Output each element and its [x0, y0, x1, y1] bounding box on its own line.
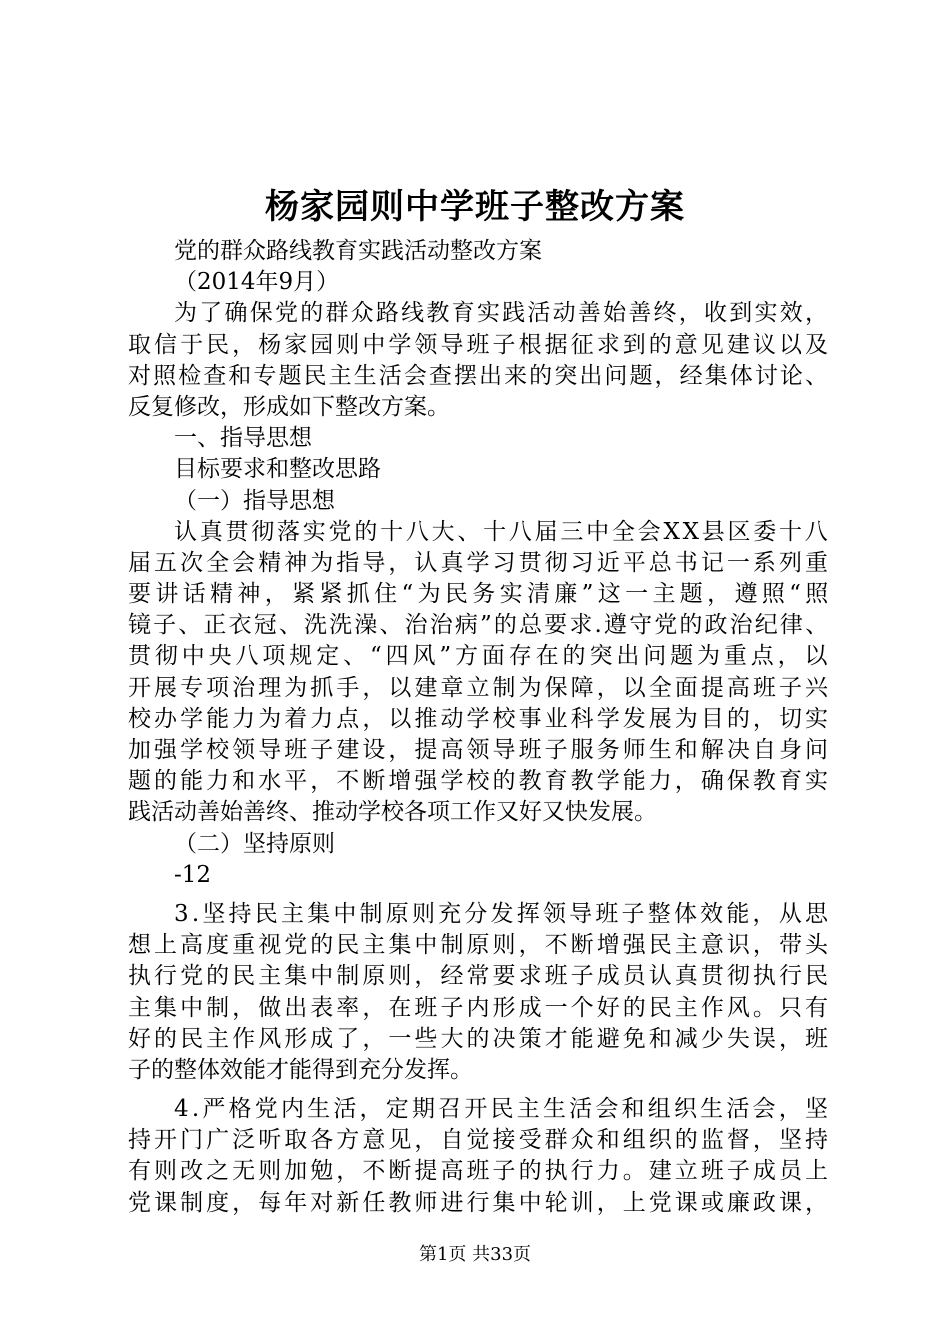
- subtitle-line: 党的群众路线教育实践活动整改方案: [174, 238, 542, 264]
- text-line: 主集中制，做出表率，在班子内形成一个好的民主作风。只有: [128, 994, 832, 1021]
- text-line: 取信于民，杨家园则中学领导班子根据征求到的意见建议以及: [128, 331, 832, 358]
- text-line: 对照检查和专题民主生活会查摆出来的突出问题，经集体讨论、: [128, 362, 831, 389]
- text-line: 有则改之无则加勉，不断提高班子的执行力。建立班子成员上: [128, 1158, 832, 1185]
- text-line: 践活动善始善终、推动学校各项工作又好又快发展。: [128, 799, 657, 826]
- document-title: 杨家园则中学班子整改方案: [265, 187, 685, 227]
- text-line: 届五次全会精神为指导，认真学习贯彻习近平总书记一系列重: [128, 549, 832, 576]
- text-line: 贯彻中央八项规定、“四风”方面存在的突出问题为重点，以: [128, 643, 832, 670]
- subsection-heading: （一）指导思想: [174, 487, 335, 514]
- text-line: 要讲话精神，紧紧抓住“为民务实清廉”这一主题，遵照“照: [128, 581, 833, 608]
- page-footer: 第1页 共33页: [418, 1244, 532, 1265]
- section-heading: 一、指导思想: [174, 425, 312, 452]
- text-line: 加强学校领导班子建设，提高领导班子服务师生和解决自身问: [128, 737, 832, 763]
- text-line: 执行党的民主集中制原则，经常要求班子成员认真贯彻执行民: [128, 963, 832, 990]
- text-line: 3.坚持民主集中制原则充分发挥领导班子整体效能，从思: [174, 900, 832, 927]
- text-line: 党课制度，每年对新任教师进行集中轮训，上党课或廉政课，: [128, 1189, 832, 1216]
- text-line: -12: [174, 861, 212, 888]
- date-line: （2014年9月）: [174, 269, 340, 296]
- text-line: 认真贯彻落实党的十八大、十八届三中全会XX县区委十八: [174, 518, 831, 545]
- text-line: 想上高度重视党的民主集中制原则，不断增强民主意识，带头: [128, 932, 832, 959]
- text-line: 题的能力和水平，不断增强学校的教育教学能力，确保教育实: [128, 768, 832, 795]
- text-line: 开展专项治理为抓手，以建章立制为保障，以全面提高班子兴: [128, 674, 832, 701]
- text-line: 反复修改，形成如下整改方案。: [128, 393, 450, 420]
- text-line: 校办学能力为着力点，以推动学校事业科学发展为目的，切实: [128, 705, 832, 732]
- text-line: 4.严格党内生活，定期召开民主生活会和组织生活会，坚: [174, 1096, 832, 1123]
- text-line: 镜子、正衣冠、洗洗澡、治治病”的总要求.遵守党的政治纪律、: [128, 612, 831, 639]
- text-line: 持开门广泛听取各方意见，自觉接受群众和组织的监督，坚持: [128, 1127, 832, 1154]
- text-line: 好的民主作风形成了，一些大的决策才能避免和减少失误，班: [128, 1025, 832, 1052]
- text-line: 子的整体效能才能得到充分发挥。: [128, 1056, 473, 1083]
- text-line: 为了确保党的群众路线教育实践活动善始善终，收到实效，: [174, 300, 831, 327]
- subsection-heading: （二）坚持原则: [174, 830, 335, 857]
- document-body: [128, 236, 833, 1219]
- section-heading: 目标要求和整改思路: [174, 456, 381, 483]
